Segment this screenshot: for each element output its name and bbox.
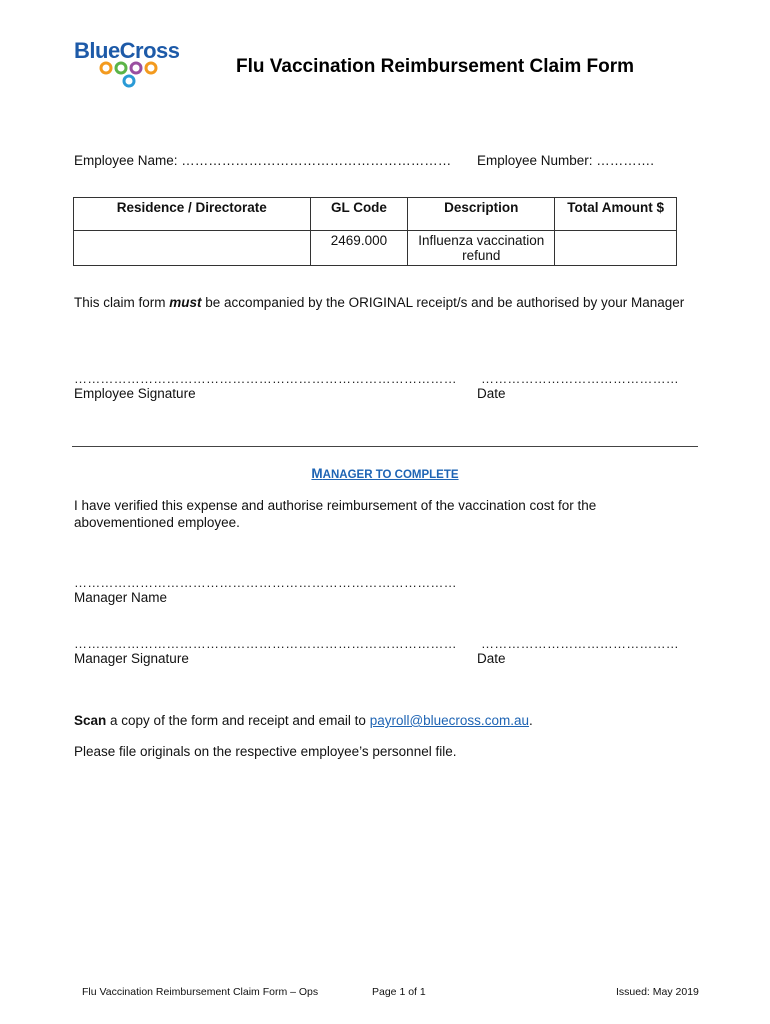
employee-name-field[interactable]: Employee Name: …………………………………………………… — [74, 153, 452, 168]
manager-date-label: Date — [477, 651, 506, 666]
manager-heading-initial: M — [311, 466, 323, 481]
scan-text: a copy of the form and receipt and email to — [106, 713, 370, 728]
notice-pre: This claim form — [74, 295, 170, 310]
page-title: Flu Vaccination Reimbursement Claim Form — [236, 56, 635, 77]
manager-name-label: Manager Name — [74, 590, 168, 605]
table-row — [74, 231, 677, 266]
manager-section-heading — [0, 466, 770, 481]
employee-signature-label: Employee Signature — [74, 386, 196, 401]
header-residence: Residence / Directorate — [74, 198, 311, 231]
employee-signature-line[interactable]: …………………………………………………………………………… — [74, 371, 457, 386]
manager-heading-rest: ANAGER TO COMPLETE — [322, 469, 459, 481]
section-divider — [72, 446, 698, 447]
payroll-email-link[interactable]: payroll@bluecross.com.au — [369, 713, 529, 728]
claim-table — [73, 197, 677, 266]
scan-bold: Scan — [74, 713, 107, 728]
footer-form-name: Flu Vaccination Reimbursement Claim Form – Ops — [82, 986, 319, 998]
notice-emphasis: must — [169, 295, 202, 310]
cell-total-amount[interactable] — [555, 231, 677, 266]
notice-paragraph — [74, 294, 698, 311]
employee-date-label: Date — [477, 386, 506, 401]
header-total-amount: Total Amount $ — [555, 198, 677, 231]
file-instruction: Please file originals on the respective employee’s personnel file. — [74, 744, 457, 759]
header-gl-code: GL Code — [310, 198, 408, 231]
cell-description: Influenza vaccination refund — [408, 231, 555, 266]
footer-issued-date: Issued: May 2019 — [616, 986, 699, 998]
notice-post: be accompanied by the ORIGINAL receipt/s and be authorised by your Manager — [201, 295, 685, 310]
cell-gl-code: 2469.000 — [310, 231, 408, 266]
footer-page-number: Page 1 of 1 — [372, 986, 426, 998]
scan-instruction — [74, 712, 533, 729]
table-header-row — [74, 198, 677, 231]
header-description: Description — [408, 198, 555, 231]
bluecross-logo-text: BlueCross — [74, 38, 180, 63]
manager-signature-line[interactable]: …………………………………………………………………………… — [74, 636, 457, 651]
employee-date-line[interactable]: ……………………………………… — [481, 371, 679, 386]
manager-signature-label: Manager Signature — [74, 651, 189, 666]
manager-name-line[interactable]: …………………………………………………………………………… — [74, 575, 457, 590]
cell-residence[interactable] — [74, 231, 311, 266]
scan-period: . — [528, 713, 533, 728]
manager-statement: I have verified this expense and authorise reimbursement of the vaccination cost for the abovementioned employee. — [74, 498, 597, 530]
logo-rings-icon — [96, 59, 186, 91]
employee-number-field[interactable]: Employee Number: …………. — [477, 153, 655, 168]
manager-date-line[interactable]: ……………………………………… — [481, 636, 679, 651]
